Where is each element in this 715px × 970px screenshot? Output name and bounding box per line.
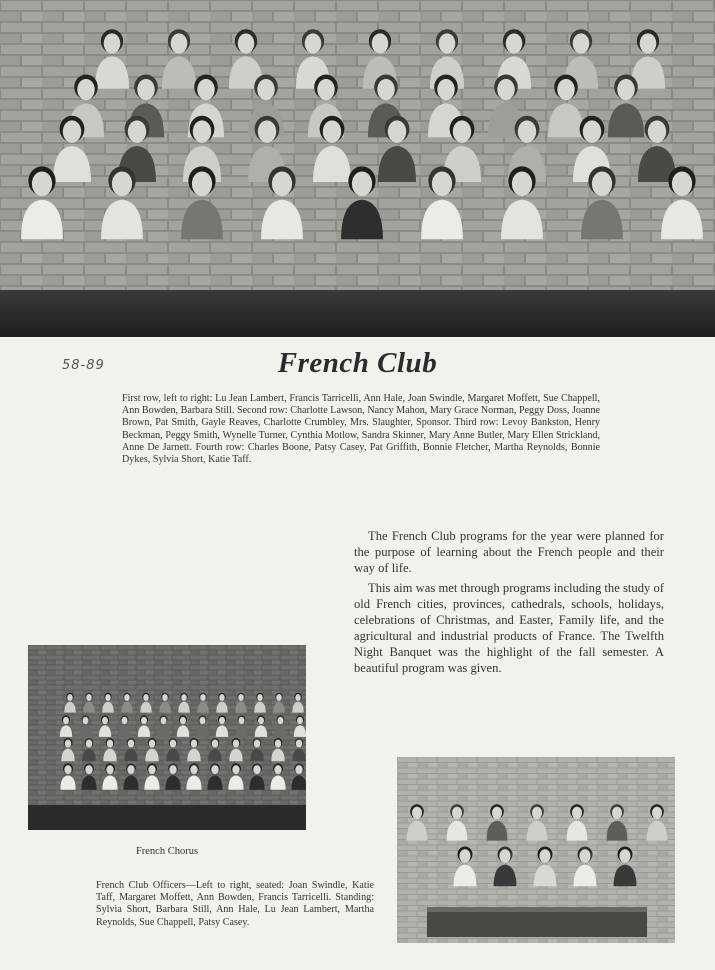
handwritten-note: 58-89	[62, 358, 105, 373]
main-photo-caption: First row, left to right: Lu Jean Lambert, Francis Tarricelli, Ann Hale, Joan Swindle, Margaret Moffett, Sue Chappell, Ann Bowden, Barbara Still. Second row: Charlotte Lawson, Nancy Mahon, Mary Grace Norman, Peggy Doss, Joanne Brown, Pat Smith, Gayle Reaves, Charlotte Crumbley, Mrs. Slaughter, Sponsor. Third row: Levoy Bankston, Henry Beckman, Peggy Smith, Wynelle Turner, Cynthia Motlow, Sandra Skinner, Mary Anne Butler, Mary Ellen Strickland, Anne De Jarnett. Fourth row: Charles Boone, Patsy Casey, Pat Griffith, Bonnie Fletcher, Martha Reynolds, Bonnie Dykes, Sylvia Short, Katie Taff.	[122, 393, 600, 466]
french-chorus-caption: French Chorus	[135, 846, 199, 857]
french-club-officers-photo	[397, 757, 675, 943]
body-paragraph-2: This aim was met through programs including the study of old French cities, provinces, cathedrals, schools, holidays, celebrations of Christmas, and Easter, Family life, and the agricultural and industrial products of France. The Twelfth Night Banquet was the highlight of the fall semester. A beautiful program was given.	[354, 581, 664, 675]
body-paragraph-1: The French Club programs for the year were planned for the purpose of learning about the French people and their way of life.	[354, 529, 664, 575]
french-club-group-photo	[0, 0, 715, 337]
french-chorus-photo	[28, 645, 306, 830]
officers-caption: French Club Officers—Left to right, seated: Joan Swindle, Katie Taff, Margaret Moffett, Ann Bowden, Francis Tarricelli. Standing: Sylvia Short, Barbara Still, Ann Hale, Lu Jean Lambert, Martha Reynolds, Sue Chappell, Patsy Casey.	[96, 880, 374, 928]
page-title: French Club	[277, 347, 438, 379]
